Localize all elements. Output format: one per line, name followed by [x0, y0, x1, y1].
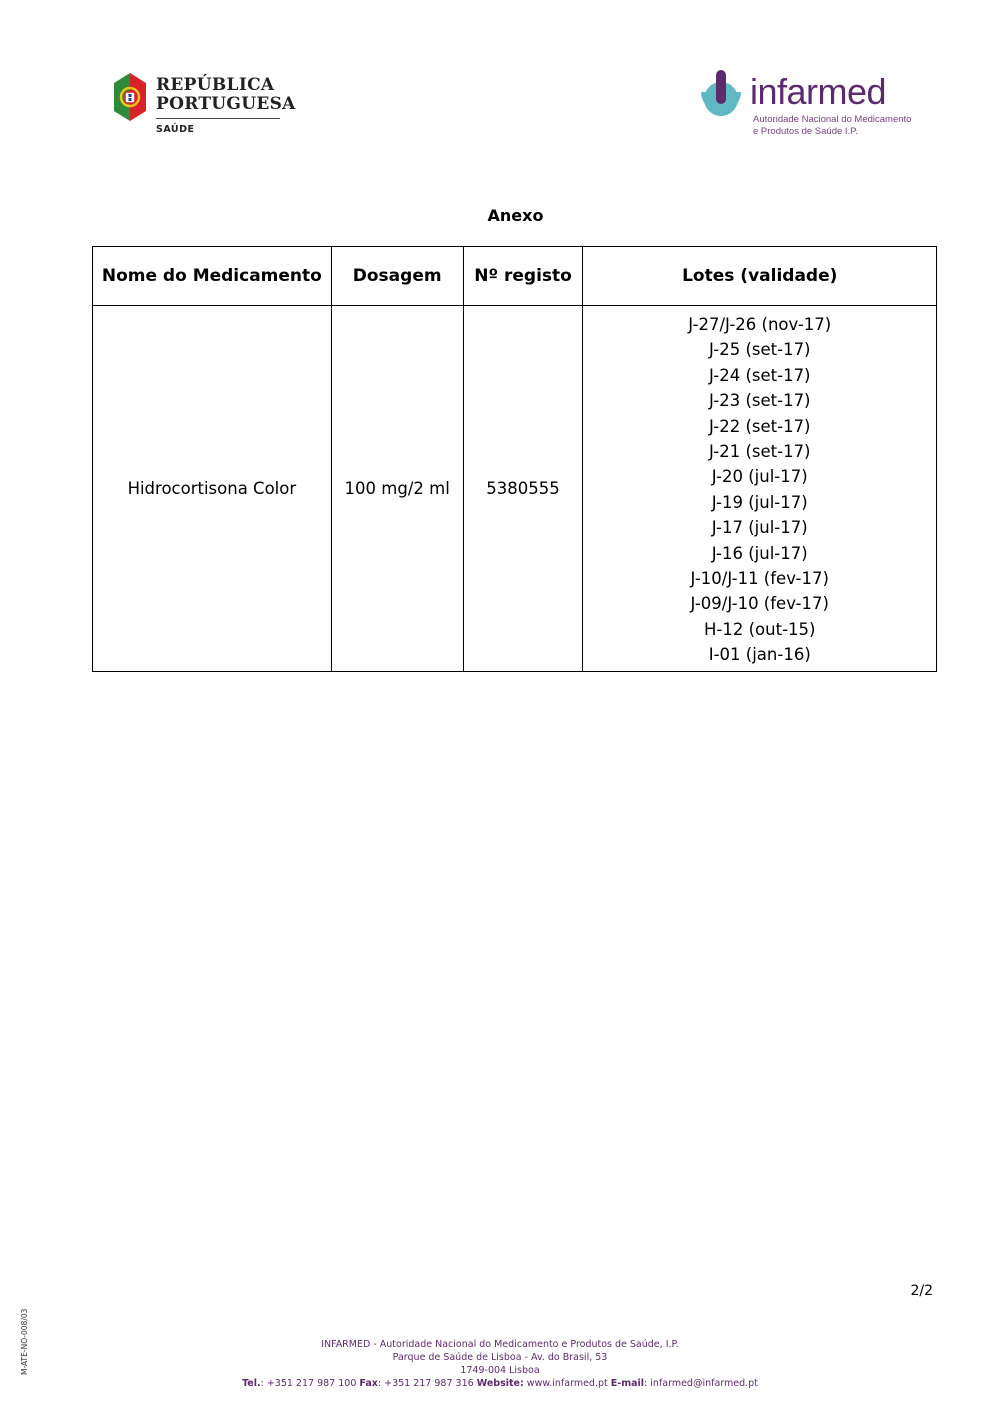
- logo-text-saude: SAÚDE: [156, 124, 195, 135]
- infarmed-tagline-2: e Produtos de Saúde I.P.: [753, 126, 858, 137]
- lot-item: J-23 (set-17): [708, 391, 811, 411]
- table-header-row: [93, 247, 937, 306]
- portuguese-emblem-icon: [110, 73, 150, 121]
- cell-registry-number: 5380555: [463, 306, 583, 672]
- footer-fax-label: Fax: [359, 1378, 378, 1389]
- lot-item: I-01 (jan-16): [708, 645, 811, 665]
- lot-item: J-27/J-26 (nov-17): [688, 315, 832, 334]
- footer: [0, 1338, 1000, 1390]
- header-lots: Lotes (validade): [583, 247, 937, 306]
- document-code: M-ATE-NO-008/03: [20, 1308, 29, 1375]
- lot-item: J-16 (jul-17): [711, 543, 808, 563]
- lot-item: J-17 (jul-17): [711, 518, 808, 538]
- footer-organization: INFARMED - Autoridade Nacional do Medicamento e Produtos de Saúde, I.P.: [321, 1339, 679, 1350]
- infarmed-tagline-1: Autoridade Nacional do Medicamento: [753, 114, 912, 125]
- cell-medicine-name: Hidrocortisona Color: [93, 306, 332, 672]
- page-title: Anexo: [487, 206, 544, 225]
- footer-fax: : +351 217 987 316: [377, 1378, 474, 1389]
- lot-item: J-10/J-11 (fev-17): [690, 568, 829, 588]
- infarmed-mark-icon: [697, 70, 745, 120]
- lot-item: J-21 (set-17): [708, 441, 811, 461]
- footer-email-label: E-mail: [610, 1378, 645, 1389]
- lot-item: J-22 (set-17): [708, 416, 811, 436]
- header-dosage: Dosagem: [331, 247, 463, 306]
- footer-contacts: [0, 1377, 1000, 1390]
- footer-email-link[interactable]: : infarmed@infarmed.pt: [644, 1378, 758, 1389]
- cell-lots: [583, 306, 937, 672]
- lot-item: J-25 (set-17): [708, 340, 811, 360]
- infarmed-wordmark: infarmed: [750, 71, 887, 112]
- cell-dosage: 100 mg/2 ml: [331, 306, 463, 672]
- republica-portuguesa-logo: [110, 73, 296, 139]
- infarmed-logo: [697, 70, 912, 140]
- logo-divider: [156, 118, 280, 119]
- footer-tel-label: Tel.: [242, 1378, 261, 1389]
- footer-website-link[interactable]: www.infarmed.pt: [523, 1378, 608, 1389]
- header-medicine-name: Nome do Medicamento: [93, 247, 332, 306]
- lot-item: J-24 (set-17): [708, 365, 811, 385]
- footer-postal-code: 1749-004 Lisboa: [460, 1365, 540, 1376]
- lot-item: H-12 (out-15): [704, 619, 816, 639]
- annex-table: [92, 246, 937, 672]
- logo-text-portuguesa: PORTUGUESA: [156, 94, 296, 114]
- logo-text-republica: REPÚBLICA: [156, 75, 275, 95]
- lot-item: J-20 (jul-17): [711, 467, 808, 487]
- lot-item: J-19 (jul-17): [711, 492, 808, 512]
- lot-item: J-09/J-10 (fev-17): [690, 594, 829, 614]
- page-number: 2/2: [910, 1283, 933, 1299]
- footer-address: Parque de Saúde de Lisboa - Av. do Brasil, 53: [392, 1352, 608, 1363]
- header-registry-number: Nº registo: [463, 247, 583, 306]
- table-row: [93, 306, 937, 672]
- footer-website-label: Website:: [476, 1378, 524, 1389]
- footer-tel: : +351 217 987 100: [260, 1378, 357, 1389]
